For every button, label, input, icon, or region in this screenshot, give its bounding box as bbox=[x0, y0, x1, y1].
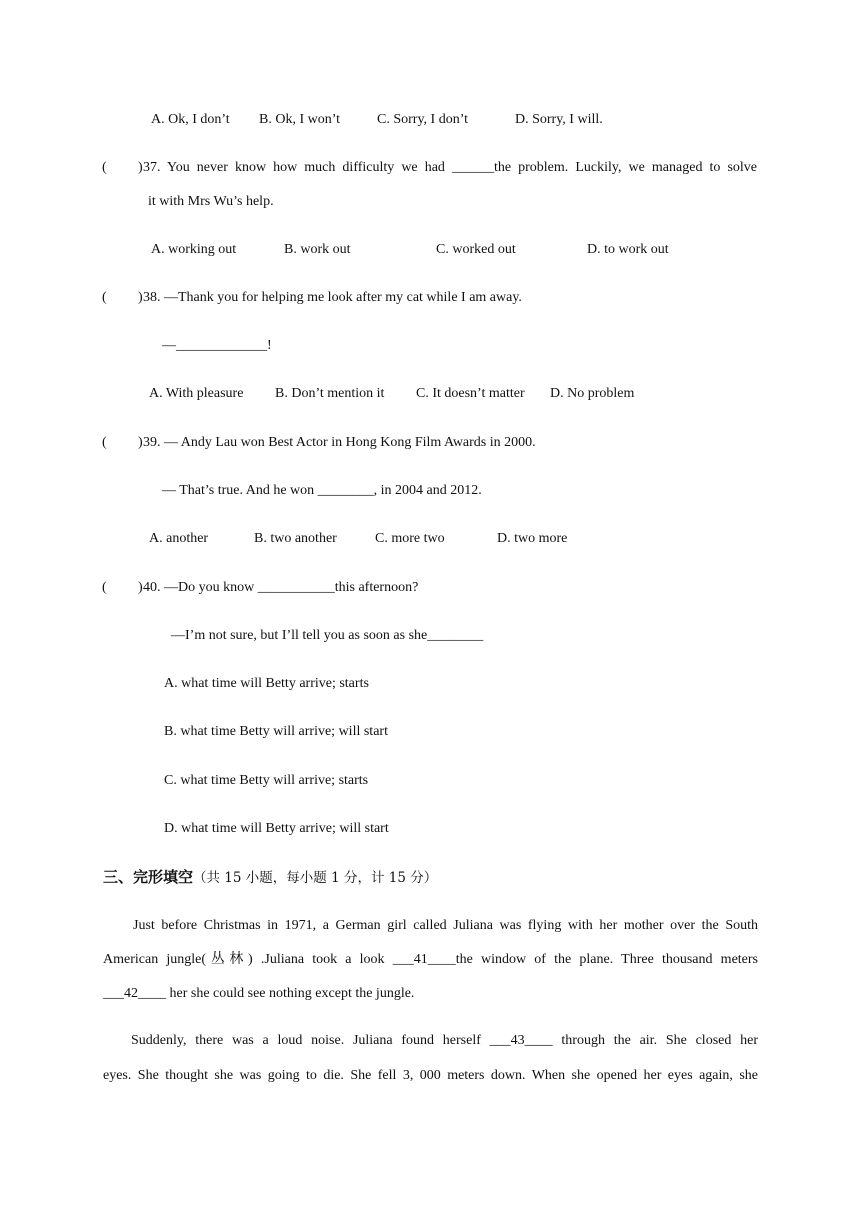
section-title: 三、完形填空 bbox=[103, 868, 194, 886]
q38-reply: —_____________! bbox=[162, 338, 272, 353]
q37-stem-line1: 37. You never know how much difficulty we had ______the problem. Luckily, we managed to solve bbox=[143, 160, 757, 175]
q36-option-a: A. Ok, I don’t bbox=[151, 112, 230, 127]
q38-answer-paren-open: ( bbox=[102, 290, 107, 305]
q39-stem: 39. — Andy Lau won Best Actor in Hong Kong Film Awards in 2000. bbox=[143, 435, 536, 450]
passage-p1-line2: American jungle(丛林) .Juliana took a look ___41____the window of the plane. Three thousand meters bbox=[103, 952, 758, 967]
q40-option-a: A. what time will Betty arrive; starts bbox=[164, 676, 369, 691]
q40-option-d: D. what time will Betty arrive; will start bbox=[164, 821, 389, 836]
q37-answer-paren-open: ( bbox=[102, 160, 107, 175]
q40-option-b: B. what time Betty will arrive; will start bbox=[164, 724, 388, 739]
passage-p2-line2: eyes. She thought she was going to die. She fell 3, 000 meters down. When she opened her eyes again, she bbox=[103, 1068, 758, 1083]
passage-p1-line3: ___42____ her she could see nothing except the jungle. bbox=[103, 986, 415, 1001]
q38-stem: 38. —Thank you for helping me look after my cat while I am away. bbox=[143, 290, 522, 305]
q37-option-b: B. work out bbox=[284, 242, 351, 257]
q40-reply: —I’m not sure, but I’ll tell you as soon as she________ bbox=[171, 628, 484, 643]
q36-option-c: C. Sorry, I don’t bbox=[377, 112, 468, 127]
q37-option-d: D. to work out bbox=[587, 242, 669, 257]
q39-option-c: C. more two bbox=[375, 531, 445, 546]
q37-option-a: A. working out bbox=[151, 242, 237, 257]
section-heading bbox=[103, 866, 437, 890]
q38-answer-paren-close: ) bbox=[138, 290, 143, 305]
q37-answer-paren-close: ) bbox=[138, 160, 143, 175]
passage-p1-line1: Just before Christmas in 1971, a German girl called Juliana was flying with her mother over the South bbox=[133, 918, 758, 933]
q39-option-b: B. two another bbox=[254, 531, 337, 546]
q39-reply: — That’s true. And he won ________, in 2004 and 2012. bbox=[162, 483, 482, 498]
q36-option-b: B. Ok, I won’t bbox=[259, 112, 341, 127]
q37-option-c: C. worked out bbox=[436, 242, 516, 257]
q40-answer-paren-close: ) bbox=[138, 580, 143, 595]
q40-option-c: C. what time Betty will arrive; starts bbox=[164, 773, 369, 788]
section-subtitle: （共 15 小题，每小题 1 分，计 15 分） bbox=[193, 870, 438, 886]
q39-option-d: D. two more bbox=[497, 531, 568, 546]
q38-option-a: A. With pleasure bbox=[149, 386, 244, 401]
q36-option-d: D. Sorry, I will. bbox=[515, 112, 603, 127]
q39-answer-paren-open: ( bbox=[102, 435, 107, 450]
q39-answer-paren-close: ) bbox=[138, 435, 143, 450]
q39-option-a: A. another bbox=[149, 531, 209, 546]
q38-option-d: D. No problem bbox=[550, 386, 635, 401]
q38-option-c: C. It doesn’t matter bbox=[416, 386, 525, 401]
q40-stem: 40. —Do you know ___________this afternoon? bbox=[143, 580, 419, 595]
q40-answer-paren-open: ( bbox=[102, 580, 107, 595]
q37-stem-line2: it with Mrs Wu’s help. bbox=[148, 194, 274, 209]
q38-option-b: B. Don’t mention it bbox=[275, 386, 385, 401]
passage-p2-line1: Suddenly, there was a loud noise. Juliana found herself ___43____ through the air. She closed her bbox=[131, 1033, 758, 1048]
